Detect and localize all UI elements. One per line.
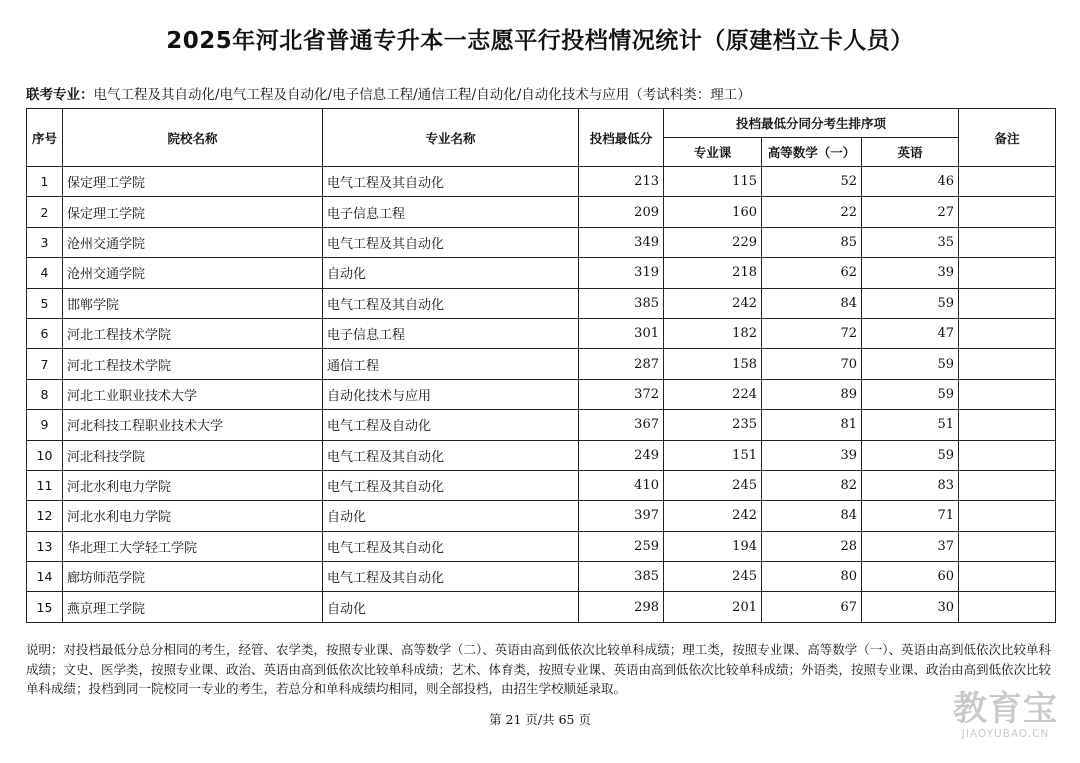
cell-remarks: [959, 167, 1056, 197]
cell-school: 河北科技学院: [63, 440, 323, 470]
cell-english: 35: [862, 227, 959, 257]
cell-professional: 194: [664, 531, 762, 561]
cell-english: 59: [862, 349, 959, 379]
cell-min-score: 301: [579, 318, 664, 348]
cell-seq: 10: [27, 440, 63, 470]
header-remarks: 备注: [959, 109, 1056, 167]
cell-major: 自动化: [323, 258, 579, 288]
cell-major: 通信工程: [323, 349, 579, 379]
cell-professional: 158: [664, 349, 762, 379]
cell-school: 河北科技工程职业技术大学: [63, 410, 323, 440]
cell-major: 电气工程及其自动化: [323, 440, 579, 470]
cell-english: 59: [862, 379, 959, 409]
cell-english: 30: [862, 592, 959, 622]
cell-math: 80: [762, 562, 862, 592]
cell-school: 河北工业职业技术大学: [63, 379, 323, 409]
cell-english: 60: [862, 562, 959, 592]
header-english: 英语: [862, 138, 959, 167]
cell-seq: 8: [27, 379, 63, 409]
cell-remarks: [959, 562, 1056, 592]
cell-english: 51: [862, 410, 959, 440]
cell-math: 52: [762, 167, 862, 197]
cell-seq: 5: [27, 288, 63, 318]
cell-school: 燕京理工学院: [63, 592, 323, 622]
cell-school: 沧州交通学院: [63, 227, 323, 257]
cell-professional: 224: [664, 379, 762, 409]
cell-remarks: [959, 470, 1056, 500]
cell-seq: 2: [27, 197, 63, 227]
cell-math: 81: [762, 410, 862, 440]
cell-major: 电子信息工程: [323, 318, 579, 348]
cell-remarks: [959, 349, 1056, 379]
cell-math: 72: [762, 318, 862, 348]
cell-major: 电气工程及其自动化: [323, 562, 579, 592]
table-row: [27, 562, 1056, 592]
cell-professional: 242: [664, 501, 762, 531]
cell-min-score: 372: [579, 379, 664, 409]
cell-min-score: 298: [579, 592, 664, 622]
watermark-en: JIAOYUBAO.CN: [961, 728, 1050, 740]
cell-school: 华北理工大学轻工学院: [63, 531, 323, 561]
cell-major: 电气工程及其自动化: [323, 167, 579, 197]
cell-professional: 245: [664, 470, 762, 500]
cell-school: 保定理工学院: [63, 167, 323, 197]
cell-min-score: 410: [579, 470, 664, 500]
cell-professional: 201: [664, 592, 762, 622]
table-row: [27, 167, 1056, 197]
cell-math: 67: [762, 592, 862, 622]
cell-min-score: 209: [579, 197, 664, 227]
table-row: [27, 379, 1056, 409]
cell-seq: 12: [27, 501, 63, 531]
cell-remarks: [959, 501, 1056, 531]
explanatory-note: 说明：对投档最低分总分相同的考生，经管、农学类，按照专业课、高等数学（二）、英语由高到低依次比较单科成绩；理工类，按照专业课、高等数学（一）、英语由高到低依次比较单科成绩；文史、医学类，按照专业课、政治、英语由高到低依次比较单科成绩；艺术、体育类，按照专业课、英语由高到低依次比较单科成绩；外语类，按照专业课、政治由高到低依次比较单科成绩；投档到同一院校同一专业的考生，若总分和单科成绩均相同，则全部投档，由招生学校顺延录取。: [26, 642, 1052, 696]
cell-english: 27: [862, 197, 959, 227]
cell-major: 电气工程及其自动化: [323, 470, 579, 500]
watermark-logo: [953, 690, 1058, 740]
cell-remarks: [959, 318, 1056, 348]
watermark-cn: 教育宝: [953, 689, 1058, 729]
cell-professional: 160: [664, 197, 762, 227]
cell-min-score: 367: [579, 410, 664, 440]
cell-math: 89: [762, 379, 862, 409]
cell-major: 自动化技术与应用: [323, 379, 579, 409]
cell-professional: 235: [664, 410, 762, 440]
table-row: [27, 258, 1056, 288]
cell-min-score: 385: [579, 288, 664, 318]
cell-professional: 182: [664, 318, 762, 348]
table-row: [27, 318, 1056, 348]
cell-school: 河北水利电力学院: [63, 470, 323, 500]
cell-professional: 115: [664, 167, 762, 197]
table-row: [27, 501, 1056, 531]
cell-major: 自动化: [323, 501, 579, 531]
table-row: [27, 531, 1056, 561]
cell-school: 沧州交通学院: [63, 258, 323, 288]
exam-majors-text: 电气工程及其自动化/电气工程及自动化/电子信息工程/通信工程/自动化/自动化技术与应用（考试科类：理工）: [93, 87, 751, 103]
cell-math: 84: [762, 501, 862, 531]
cell-remarks: [959, 592, 1056, 622]
cell-seq: 7: [27, 349, 63, 379]
table-body: [27, 167, 1056, 623]
table-row: [27, 592, 1056, 622]
cell-english: 39: [862, 258, 959, 288]
cell-math: 62: [762, 258, 862, 288]
cell-school: 廊坊师范学院: [63, 562, 323, 592]
header-seq: 序号: [27, 109, 63, 167]
cell-english: 47: [862, 318, 959, 348]
cell-math: 82: [762, 470, 862, 500]
cell-school: 河北水利电力学院: [63, 501, 323, 531]
table-row: [27, 349, 1056, 379]
cell-remarks: [959, 258, 1056, 288]
cell-professional: 151: [664, 440, 762, 470]
exam-majors-line: [26, 83, 751, 103]
cell-remarks: [959, 288, 1056, 318]
cell-seq: 3: [27, 227, 63, 257]
cell-professional: 218: [664, 258, 762, 288]
exam-majors-label: 联考专业：: [26, 87, 94, 103]
cell-major: 电气工程及自动化: [323, 410, 579, 440]
cell-english: 59: [862, 440, 959, 470]
cell-seq: 4: [27, 258, 63, 288]
cell-math: 28: [762, 531, 862, 561]
cell-english: 71: [862, 501, 959, 531]
cell-min-score: 319: [579, 258, 664, 288]
cell-professional: 229: [664, 227, 762, 257]
table-row: [27, 288, 1056, 318]
cell-seq: 13: [27, 531, 63, 561]
cell-major: 电气工程及其自动化: [323, 227, 579, 257]
cell-seq: 1: [27, 167, 63, 197]
cell-professional: 242: [664, 288, 762, 318]
cell-remarks: [959, 227, 1056, 257]
cell-min-score: 287: [579, 349, 664, 379]
cell-remarks: [959, 410, 1056, 440]
cell-math: 22: [762, 197, 862, 227]
cell-english: 59: [862, 288, 959, 318]
cell-professional: 245: [664, 562, 762, 592]
cell-english: 46: [862, 167, 959, 197]
cell-school: 河北工程技术学院: [63, 349, 323, 379]
cell-major: 电气工程及其自动化: [323, 531, 579, 561]
cell-seq: 14: [27, 562, 63, 592]
cell-math: 39: [762, 440, 862, 470]
header-professional: 专业课: [664, 138, 762, 167]
cell-math: 70: [762, 349, 862, 379]
cell-remarks: [959, 440, 1056, 470]
table-row: [27, 197, 1056, 227]
cell-remarks: [959, 379, 1056, 409]
cell-min-score: 249: [579, 440, 664, 470]
cell-seq: 11: [27, 470, 63, 500]
document-title: 2025年河北省普通专升本一志愿平行投档情况统计（原建档立卡人员）: [166, 28, 914, 54]
cell-min-score: 349: [579, 227, 664, 257]
header-math: 高等数学（一）: [762, 138, 862, 167]
cell-remarks: [959, 197, 1056, 227]
admission-table: [26, 108, 1056, 623]
cell-major: 电子信息工程: [323, 197, 579, 227]
header-rank-group: 投档最低分同分考生排序项: [664, 109, 959, 138]
cell-remarks: [959, 531, 1056, 561]
table-row: [27, 227, 1056, 257]
table-row: [27, 410, 1056, 440]
table-row: [27, 470, 1056, 500]
cell-min-score: 385: [579, 562, 664, 592]
cell-school: 保定理工学院: [63, 197, 323, 227]
header-min-score: 投档最低分: [579, 109, 664, 167]
header-school: 院校名称: [63, 109, 323, 167]
table-row: [27, 440, 1056, 470]
cell-min-score: 397: [579, 501, 664, 531]
cell-major: 电气工程及其自动化: [323, 288, 579, 318]
cell-seq: 15: [27, 592, 63, 622]
cell-math: 84: [762, 288, 862, 318]
header-major: 专业名称: [323, 109, 579, 167]
cell-school: 邯郸学院: [63, 288, 323, 318]
page-number: 第 21 页/共 65 页: [489, 712, 591, 727]
cell-school: 河北工程技术学院: [63, 318, 323, 348]
cell-min-score: 213: [579, 167, 664, 197]
cell-min-score: 259: [579, 531, 664, 561]
cell-seq: 6: [27, 318, 63, 348]
cell-major: 自动化: [323, 592, 579, 622]
cell-english: 37: [862, 531, 959, 561]
cell-english: 83: [862, 470, 959, 500]
cell-math: 85: [762, 227, 862, 257]
cell-seq: 9: [27, 410, 63, 440]
